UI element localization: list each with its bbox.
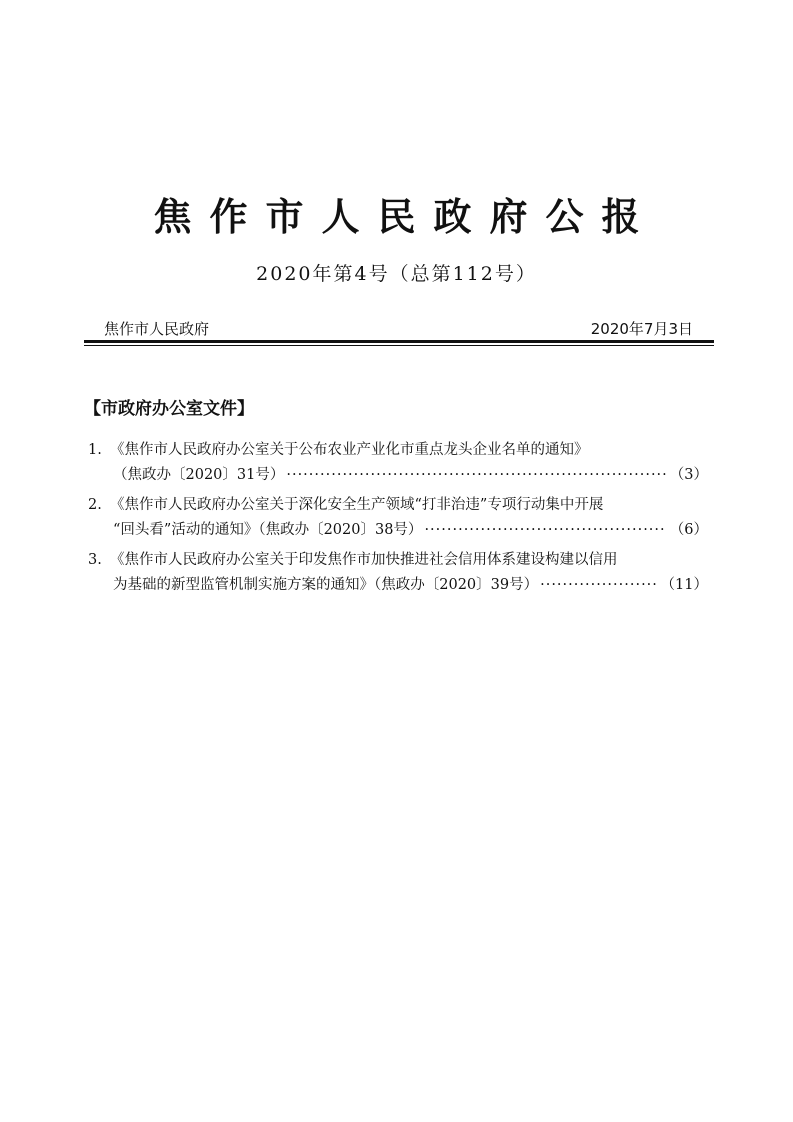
toc-entry-2[interactable] xyxy=(88,493,708,543)
toc-entry-page: （11） xyxy=(660,577,708,593)
section-heading: 【市政府办公室文件】 xyxy=(84,399,254,419)
toc-entry-doc-number: “回头看”活动的通知》（焦政办〔2020〕38号） xyxy=(113,522,423,538)
issuer-name: 焦作市人民政府 xyxy=(104,320,210,338)
toc-leader-dots xyxy=(424,518,665,543)
gazette-title: 焦作市人民政府公报 xyxy=(153,195,658,239)
toc-entry-1[interactable] xyxy=(88,438,708,488)
toc-entry-title: 《焦作市人民政府办公室关于公布农业产业化市重点龙头企业名单的通知》 xyxy=(110,442,589,458)
toc-leader-dots xyxy=(540,573,656,598)
table-of-contents xyxy=(88,438,708,603)
toc-entry-doc-number: （焦政办〔2020〕31号） xyxy=(113,467,285,483)
toc-entry-page: （6） xyxy=(669,522,708,538)
issue-number: 2020年第4号（总第112号） xyxy=(256,263,537,285)
toc-entry-title: 《焦作市人民政府办公室关于印发焦作市加快推进社会信用体系建设构建以信用 xyxy=(110,552,618,568)
toc-leader-dots xyxy=(286,463,665,488)
header-rule-thick xyxy=(84,340,714,343)
toc-entry-number: 3. xyxy=(88,552,102,568)
issue-date: 2020年7月3日 xyxy=(590,320,693,338)
toc-entry-doc-number: 为基础的新型监管机制实施方案的通知》（焦政办〔2020〕39号） xyxy=(113,577,539,593)
toc-entry-number: 1. xyxy=(88,442,102,458)
header-rule-thin xyxy=(84,345,714,346)
toc-entry-number: 2. xyxy=(88,497,102,513)
toc-entry-title: 《焦作市人民政府办公室关于深化安全生产领域“打非治违”专项行动集中开展 xyxy=(110,497,604,513)
toc-entry-page: （3） xyxy=(669,467,708,483)
toc-entry-3[interactable] xyxy=(88,548,708,598)
